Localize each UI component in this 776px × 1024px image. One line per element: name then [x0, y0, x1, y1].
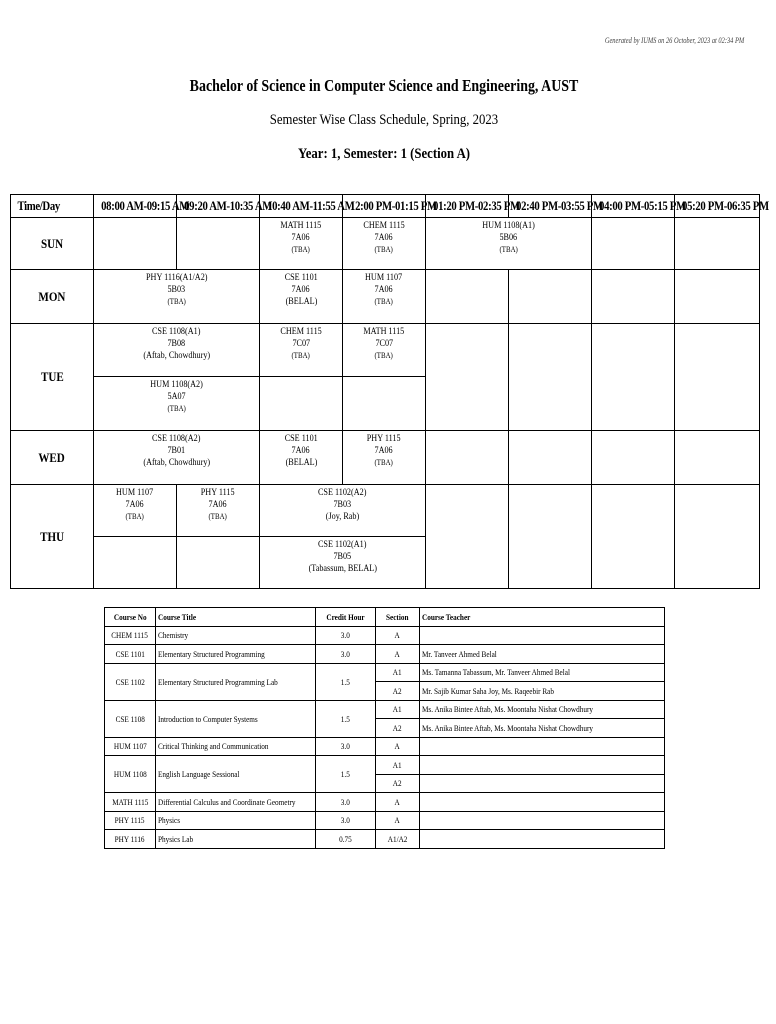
- empty-slot: [426, 485, 509, 589]
- class-cell: CSE 1108(A2) 7B01 (Aftab, Chowdhury): [94, 431, 260, 485]
- slot-header: 05:20 PM-06:35 PM: [675, 195, 760, 218]
- day-label: MON: [11, 270, 94, 324]
- class-cell: HUM 1107 7A06 (TBA): [343, 270, 426, 324]
- course-teacher: Ms. Tamanna Tabassum, Mr. Tanveer Ahmed Belal: [422, 667, 570, 678]
- credit-hour: 1.5: [340, 676, 351, 687]
- empty-slot: [426, 431, 509, 485]
- section: A1: [393, 704, 402, 715]
- section: A1: [393, 759, 402, 770]
- empty-slot: [675, 324, 760, 431]
- empty-slot: [509, 324, 592, 431]
- section: A1: [393, 667, 402, 678]
- schedule-header-row: [11, 195, 760, 218]
- page-title: Bachelor of Science in Computer Science and Engineering, AUST: [189, 76, 579, 95]
- course-title: English Language Sessional: [158, 769, 240, 779]
- section: A: [394, 648, 401, 659]
- slot-header: 04:00 PM-05:15 PM: [592, 195, 675, 218]
- empty-slot: [592, 218, 675, 270]
- table-row: [105, 626, 665, 645]
- slot-header: 08:00 AM-09:15 AM: [94, 195, 177, 218]
- section: A1/A2: [387, 833, 408, 844]
- empty-slot: [592, 270, 675, 324]
- slot-header: 10:40 AM-11:55 AM: [260, 195, 343, 218]
- table-row: [105, 793, 665, 812]
- empty-slot: [94, 218, 177, 270]
- section: A: [394, 815, 401, 826]
- table-row: [105, 700, 665, 719]
- class-cell: MATH 1115 7A06 (TBA): [260, 218, 343, 270]
- course-teacher: Mr. Sajib Kumar Saha Joy, Ms. Raqeebir Rab: [422, 685, 554, 696]
- empty-slot: [177, 537, 260, 589]
- course-title-header: Course Title: [156, 608, 316, 627]
- slot-header: 09:20 AM-10:35 AM: [177, 195, 260, 218]
- credit-hour: 0.75: [339, 833, 352, 844]
- section: A: [394, 741, 401, 752]
- section: A2: [393, 778, 402, 789]
- day-label: WED: [11, 431, 94, 485]
- day-row-sun: [11, 218, 760, 270]
- course-no: HUM 1107: [113, 741, 147, 752]
- course-title: Elementary Structured Programming Lab: [158, 676, 278, 687]
- credit-hour: 3.0: [340, 648, 351, 659]
- credit-hour: 1.5: [340, 769, 351, 779]
- course-no: CSE 1102: [115, 676, 145, 687]
- course-teacher: Ms. Anika Bintee Aftab, Ms. Moontaha Nishat Chowdhury: [422, 722, 593, 733]
- day-row-thu: [11, 485, 760, 537]
- day-row-tue: [11, 324, 760, 377]
- section: A2: [393, 722, 402, 733]
- class-cell: CSE 1101 7A06 (BELAL): [260, 270, 343, 324]
- day-row-wed: [11, 431, 760, 485]
- course-list-table: [104, 607, 665, 849]
- empty-slot: [94, 537, 177, 589]
- empty-slot: [592, 485, 675, 589]
- empty-slot: [260, 377, 343, 431]
- empty-slot: [426, 270, 509, 324]
- day-label: THU: [11, 485, 94, 589]
- course-no: MATH 1115: [111, 796, 149, 807]
- section-heading: Year: 1, Semester: 1 (Section A): [297, 146, 471, 162]
- slot-header: 02:40 PM-03:55 PM: [509, 195, 592, 218]
- table-row: [105, 830, 665, 849]
- class-cell: PHY 1115 7A06 (TBA): [343, 431, 426, 485]
- empty-slot: [343, 377, 426, 431]
- day-label: TUE: [11, 324, 94, 431]
- table-row: [105, 737, 665, 756]
- day-label: SUN: [11, 218, 94, 270]
- class-cell: CSE 1101 7A06 (BELAL): [260, 431, 343, 485]
- credit-hour-header: Credit Hour: [316, 608, 376, 627]
- section-header: Section: [376, 608, 420, 627]
- course-no-header: Course No: [105, 608, 156, 627]
- empty-slot: [675, 431, 760, 485]
- course-teacher: Ms. Anika Bintee Aftab, Ms. Moontaha Nishat Chowdhury: [422, 704, 593, 715]
- course-no: PHY 1115: [115, 815, 145, 826]
- empty-slot: [509, 431, 592, 485]
- course-header-row: [105, 608, 665, 627]
- class-cell: CHEM 1115 7C07 (TBA): [260, 324, 343, 377]
- empty-slot: [675, 218, 760, 270]
- empty-slot: [592, 324, 675, 431]
- class-cell: HUM 1107 7A06 (TBA): [94, 485, 177, 537]
- page-subtitle: Semester Wise Class Schedule, Spring, 2023: [269, 112, 499, 128]
- empty-slot: [509, 485, 592, 589]
- class-cell: PHY 1115 7A06 (TBA): [177, 485, 260, 537]
- empty-slot: [426, 324, 509, 431]
- class-cell: MATH 1115 7C07 (TBA): [343, 324, 426, 377]
- class-cell: CSE 1108(A1) 7B08 (Aftab, Chowdhury): [94, 324, 260, 377]
- class-cell: CHEM 1115 7A06 (TBA): [343, 218, 426, 270]
- course-title: Elementary Structured Programming: [158, 648, 265, 659]
- course-title: Chemistry: [158, 630, 189, 641]
- table-row: [105, 756, 665, 775]
- course-title: Introduction to Computer Systems: [158, 713, 258, 724]
- slot-header: 01:20 PM-02:35 PM: [426, 195, 509, 218]
- time-day-header: Time/Day: [11, 195, 94, 218]
- course-title: Critical Thinking and Communication: [158, 741, 269, 752]
- course-no: PHY 1116: [115, 833, 145, 844]
- class-cell: PHY 1116(A1/A2) 5B03 (TBA): [94, 270, 260, 324]
- class-cell: HUM 1108(A1) 5B06 (TBA): [426, 218, 592, 270]
- section: A: [394, 630, 401, 641]
- class-cell: HUM 1108(A2) 5A07 (TBA): [94, 377, 260, 431]
- credit-hour: 3.0: [340, 815, 351, 826]
- credit-hour: 1.5: [340, 713, 351, 724]
- table-row: [105, 645, 665, 664]
- course-no: CHEM 1115: [111, 630, 149, 641]
- course-title: Differential Calculus and Coordinate Geometry: [158, 796, 296, 807]
- generated-note: Generated by IUMS on 26 October, 2023 at 02:34 PM: [604, 36, 744, 45]
- credit-hour: 3.0: [340, 796, 351, 807]
- course-no: CSE 1101: [115, 648, 145, 659]
- empty-slot: [509, 270, 592, 324]
- course-no: HUM 1108: [113, 769, 147, 779]
- course-title: Physics: [158, 815, 181, 826]
- table-row: [105, 811, 665, 830]
- empty-slot: [177, 218, 260, 270]
- section: A: [394, 796, 401, 807]
- course-no: CSE 1108: [115, 713, 145, 724]
- slot-header: 12:00 PM-01:15 PM: [343, 195, 426, 218]
- empty-slot: [675, 485, 760, 589]
- section: A2: [393, 685, 402, 696]
- course-teacher-header: Course Teacher: [420, 608, 665, 627]
- empty-slot: [592, 431, 675, 485]
- credit-hour: 3.0: [340, 741, 351, 752]
- credit-hour: 3.0: [340, 630, 351, 641]
- course-teacher: Mr. Tanveer Ahmed Belal: [422, 648, 497, 659]
- class-cell: CSE 1102(A2) 7B03 (Joy, Rab): [260, 485, 426, 537]
- class-schedule-table: [10, 194, 769, 589]
- course-title: Physics Lab: [158, 833, 194, 844]
- empty-slot: [675, 270, 760, 324]
- day-row-mon: [11, 270, 760, 324]
- table-row: [105, 663, 665, 682]
- class-cell: CSE 1102(A1) 7B05 (Tabassum, BELAL): [260, 537, 426, 589]
